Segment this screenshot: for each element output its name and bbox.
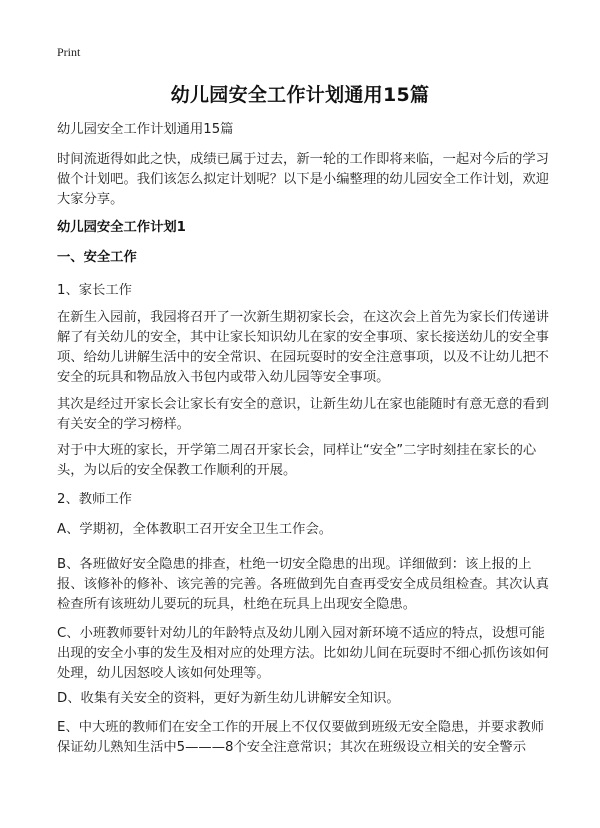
section-heading-safety: 一、安全工作 [57,250,137,265]
print-label: Print [57,45,81,59]
item-b: B、各班做好安全隐患的排查，杜绝一切安全隐患的出现。详细做到：该上报的上报、该修补的修补、该完善的完善。各班做到先自查再受安全成员组检查。其次认真检查所有该班幼儿要玩的玩具，杜绝在玩具上出现安全隐患。 [57,557,549,612]
subtitle: 幼儿园安全工作计划通用15篇 [57,122,234,137]
plan-heading: 幼儿园安全工作计划1 [57,220,186,235]
document-title: 幼儿园安全工作计划通用15篇 [170,84,430,106]
item-a: A、学期初，全体教职工召开安全卫生工作会。 [57,522,333,537]
subheading-parent-work: 1、家长工作 [57,283,132,298]
paragraph-parent-meeting: 在新生入园前，我园将召开了一次新生期初家长会，在这次会上首先为家长们传递讲解了有关幼儿的安全，其中让家长知识幼儿在家的安全事项、家长接送幼儿的安全事项、给幼儿讲解生活中的安全常识、在园玩耍时的安全注意事项，以及不让幼儿把不安全的玩具和物品放入书包内或带入幼儿园等安全事项。 [57,310,549,385]
intro-paragraph: 时间流逝得如此之快，成绩已属于过去，新一轮的工作即将来临，一起对今后的学习做个计划吧。我们该怎么拟定计划呢？以下是小编整理的幼儿园安全工作计划，欢迎大家分享。 [57,152,549,207]
item-d: D、收集有关安全的资料，更好为新生幼儿讲解安全知识。 [57,691,400,706]
paragraph-parent-awareness: 其次是经过开家长会让家长有安全的意识，让新生幼儿在家也能随时有意无意的看到有关安全的学习榜样。 [57,397,549,432]
paragraph-senior-parents: 对于中大班的家长，开学第二周召开家长会，同样让“安全”二字时刻挂在家长的心头，为以后的安全保教工作顺利的开展。 [57,443,537,478]
item-e: E、中大班的教师们在安全工作的开展上不仅仅要做到班级无安全隐患，并要求教师保证幼儿熟知生活中5———8个安全注意常识；其次在班级设立相关的安全警示 [57,720,545,755]
subheading-teacher-work: 2、教师工作 [57,492,132,507]
item-c: C、小班教师要针对幼儿的年龄特点及幼儿刚入园对新环境不适应的特点，设想可能出现的安全小事的发生及相对应的处理方法。比如幼儿间在玩耍时不细心抓伤该如何处理，幼儿因怒咬人该如何处理等。 [57,626,549,681]
